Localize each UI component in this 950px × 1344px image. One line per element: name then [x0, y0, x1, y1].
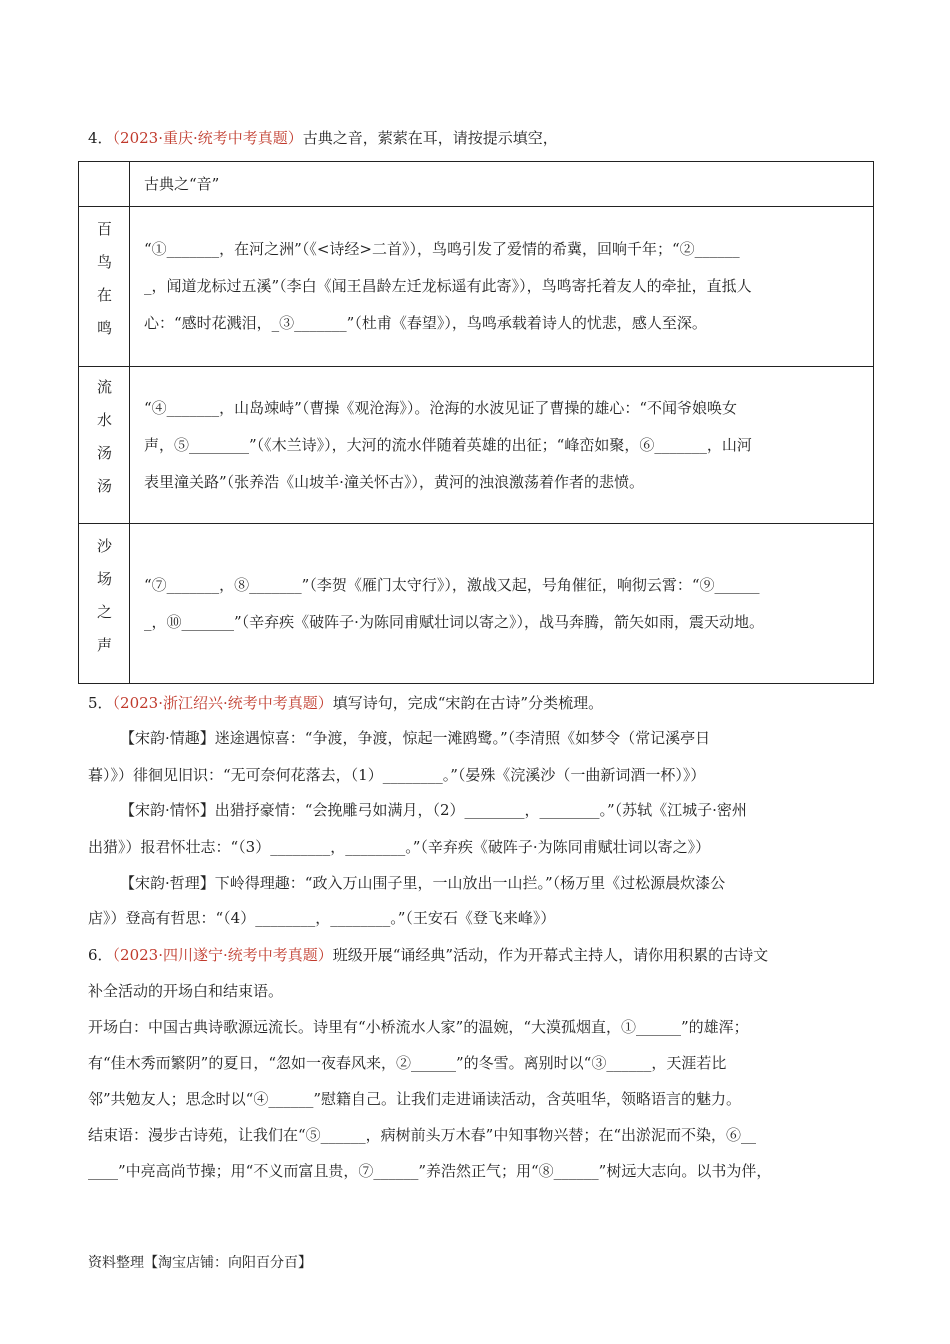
- row-line: _，闻道龙标过五溪”（李白《闻王昌龄左迁龙标遥有此寄》），鸟鸣寄托着友人的牵扯，直抵人: [144, 277, 752, 295]
- row-line: 心：“感时花溅泪，_③_______”（杜甫《春望》），鸟鸣承载着诗人的忧悲，感人至深。: [144, 314, 707, 332]
- row-line: “⑦_______，⑧_______”（李贺《雁门太守行》），激战又起，号角催征，响彻云霄：“⑨______: [144, 575, 760, 594]
- table-row: [79, 207, 874, 367]
- q5-prompt: 填写诗句，完成“宋韵在古诗”分类梳理。: [332, 694, 604, 712]
- q6-prompt: 班级开展“诵经典”活动，作为开幕式主持人，请你用积累的古诗文: [332, 946, 769, 964]
- row-label: 流水汤汤: [79, 367, 130, 524]
- q5-line: 出猎》）报君怀壮志：“（3）________，________。”（辛弃疾《破阵子·为陈同甫赋壮词以寄之》）: [88, 838, 711, 856]
- q5-line: 店》）登高有哲思：“（4）________，________。”（王安石《登飞来峰》）: [88, 909, 556, 927]
- header-cell: 古典之“音”: [130, 162, 874, 207]
- q6-line: 结束语：漫步古诗苑，让我们在“⑤______，病树前头万木春”中知事物兴替；在“出淤泥而不染，⑥__: [88, 1126, 757, 1144]
- row-line: _，⑩_______”（辛弃疾《破阵子·为陈同甫赋壮词以寄之》），战马奔腾，箭矢如雨，震天动地。: [144, 612, 764, 631]
- page-footer: 资料整理【淘宝店铺：向阳百分百】: [88, 1255, 312, 1271]
- q5-line: 【宋韵·哲理】下岭得理趣：“政入万山围子里，一山放出一山拦。”（杨万里《过松源晨炊漆公: [120, 874, 726, 892]
- q6-heading: [88, 945, 768, 965]
- table-row: [79, 367, 874, 524]
- q6-line: 邻”共勉友人；思念时以“④______”慰籍自己。让我们走进诵读活动，含英咀华，领略语言的魅力。: [88, 1090, 742, 1108]
- q6-number: 6．: [88, 946, 113, 964]
- row-line: “④_______，山岛竦峙”（曹操《观沧海》）。沧海的水波见证了曹操的雄心：“不闻爷娘唤女: [144, 398, 738, 417]
- q6-source: （2023·四川遂宁·统考中考真题）: [112, 946, 333, 964]
- q5-line: 【宋韵·情趣】迷途遇惊喜：“争渡，争渡，惊起一滩鸥鹭。”（李清照《如梦令（常记溪亭日: [120, 729, 711, 747]
- q6-line: 开场白：中国古典诗歌源远流长。诗里有“小桥流水人家”的温婉，“大漠孤烟直，①______”的雄浑；: [88, 1018, 749, 1036]
- q6-prompt-cont: 补全活动的开场白和结束语。: [88, 982, 284, 1000]
- q4-heading: [88, 128, 558, 148]
- row-label: 百鸟在鸣: [79, 207, 130, 367]
- row-content: [130, 367, 874, 524]
- q6-line: 有“佳木秀而繁阴”的夏日，“忽如一夜春风来，②______”的冬雪。离别时以“③______，天涯若比: [88, 1054, 727, 1072]
- row-line: 表里潼关路”（张养浩《山坡羊·潼关怀古》），黄河的浊浪激荡着作者的悲愤。: [144, 472, 644, 491]
- table-row: [79, 524, 874, 684]
- q5-number: 5．: [88, 694, 113, 712]
- q5-line: 【宋韵·情怀】出猎抒豪情：“会挽雕弓如满月，（2）________，________。”（苏轼《江城子·密州: [120, 801, 747, 819]
- row-content: [130, 524, 874, 684]
- row-label: 沙场之声: [79, 524, 130, 684]
- table-header-row: [79, 162, 874, 207]
- q4-source: （2023·重庆·统考中考真题）: [112, 129, 303, 147]
- row-content: [130, 207, 874, 367]
- q6-line: ____”中亮高尚节操；用“不义而富且贵，⑦______”养浩然正气；用“⑧______”树远大志向。以书为伴，: [88, 1162, 772, 1180]
- row-line: “①_______，在河之洲”（《<诗经>二首》），鸟鸣引发了爱情的希冀，回响千年；“②______: [144, 240, 740, 258]
- q5-source: （2023·浙江绍兴·统考中考真题）: [112, 694, 333, 712]
- q4-table: [78, 161, 874, 684]
- q4-prompt: 古典之音，萦萦在耳，请按提示填空，: [302, 129, 558, 147]
- q5-heading: [88, 693, 603, 713]
- header-empty-cell: [79, 162, 130, 207]
- row-line: 声，⑤________”（《木兰诗》），大河的流水伴随着英雄的出征；“峰峦如聚，⑥_______，山河: [144, 435, 752, 454]
- q4-number: 4．: [88, 129, 113, 147]
- q5-line: 暮）》）徘徊见旧识：“无可奈何花落去，（1）________。”（晏殊《浣溪沙（一曲新词酒一杯）》）: [88, 766, 706, 784]
